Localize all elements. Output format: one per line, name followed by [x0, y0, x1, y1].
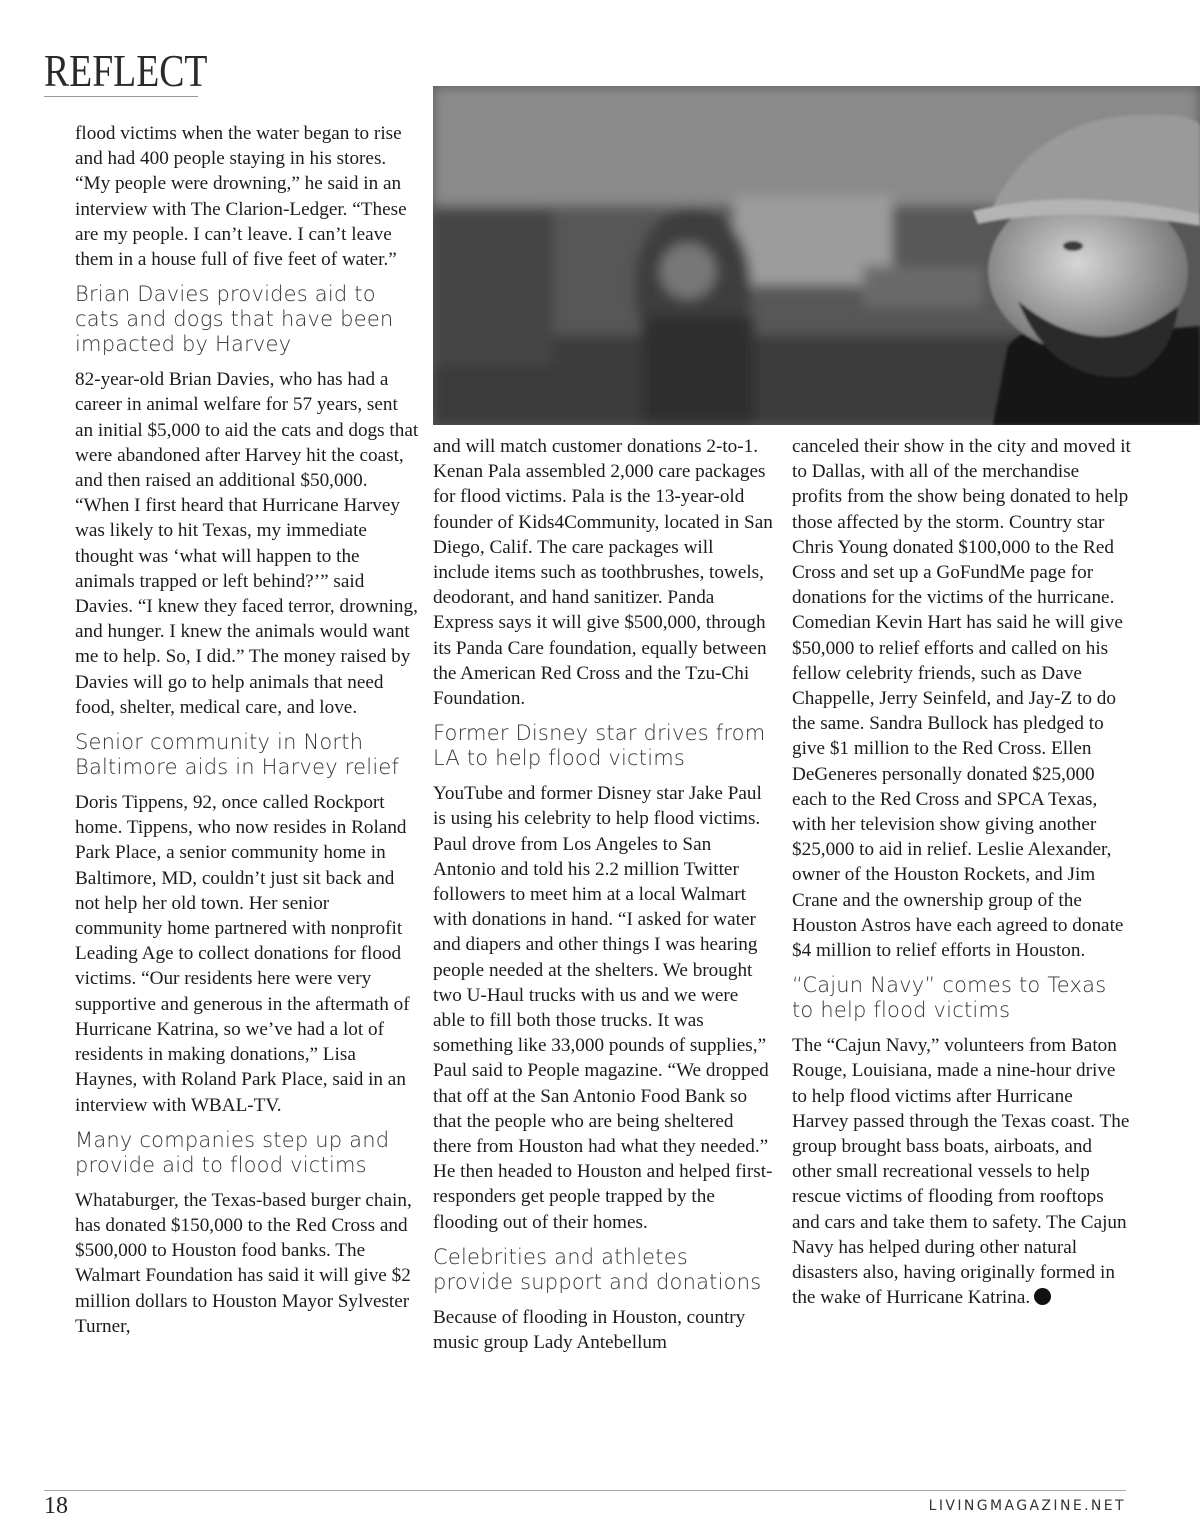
footer-rule	[44, 1490, 1126, 1491]
paragraph: YouTube and former Disney star Jake Paul is using his celebrity to help flood victims. Paul drove from Los Angeles to San Antonio and told his 2.2 million Twitter followers to meet him at a local Walmart with donations in hand. “I asked for water and diapers and other things I was hearing people needed at the shelters. We brought two U-Haul trucks with us and we were able to fill both those trucks. It was something like 33,000 pounds of supplies,” Paul said to People magazine. “We dropped that off at the San Antonio Food Bank so that the people who are being sheltered there from Houston had what they needed.” He then headed to Houston and helped first-responders get people trapped by the flooding out of their homes.	[433, 783, 773, 1233]
title-underline	[44, 96, 198, 97]
paragraph	[792, 1033, 1132, 1310]
paragraph: and will match customer donations 2-to-1. Kenan Pala assembled 2,000 care packages for flood victims. Pala is the 13-year-old founder of Kids4Community, located in San Diego, Calif. The care packages will include items such as toothbrushes, towels, deodorant, and hand sanitizer. Panda Express says it will give $500,000, through its Panda Care foundation, equally between the American Red Cross and the Tzu-Chi Foundation.	[433, 436, 773, 710]
subheading: “Cajun Navy” comes to Texas to help flood victims	[792, 973, 1107, 1023]
photo-icon	[433, 86, 1200, 425]
paragraph: canceled their show in the city and moved it to Dallas, with all of the merchandise profits from the show being donated to help those affected by the storm. Country star Chris Young donated $100,000 to the Red Cross and set up a GoFundMe page for donations for the victims of the hurricane. Comedian Kevin Hart has said he will give $50,000 to relief efforts and called on his fellow celebrity friends, such as Dave Chappelle, Jerry Seinfeld, and Jay-Z to do the same. Sandra Bullock has pledged to give $1 million to the Red Cross. Ellen DeGeneres personally donated $25,000 each to the Red Cross and SPCA Texas, with her television show giving another $25,000 to aid in relief. Leslie Alexander, owner of the Houston Rockets, and Jim Crane and the ownership group of the Houston Astros have each agreed to donate $4 million to relief efforts in Houston.	[792, 436, 1131, 962]
article-photo	[433, 86, 1200, 425]
paragraph: 82-year-old Brian Davies, who has had a career in animal welfare for 57 years, sent an initial $5,000 to aid the cats and dogs that were abandoned after Harvey hit the coast, and then raised an additional $50,000. “When I first heard that Hurricane Harvey was likely to hit Texas, my immediate thought was ‘what will happen to the animals trapped or left behind?’” said Davies. “I knew they faced terror, drowning, and hunger. I knew the animals would want me to help. So, I did.” The money raised by Davies will go to help animals that need food, shelter, medical care, and love.	[75, 369, 419, 718]
subheading: Brian Davies provides aid to cats and dogs that have been impacted by Harvey	[75, 282, 394, 357]
end-mark-icon	[1034, 1288, 1051, 1305]
subheading: Celebrities and athletes provide support and donations	[433, 1244, 762, 1294]
paragraph: Doris Tippens, 92, once called Rockport home. Tippens, who now resides in Roland Park Place, a senior community home in Baltimore, MD, couldn’t just sit back and not help her old town. Her senior community home partnered with nonprofit Leading Age to collect donations for flood victims. “Our residents here were very supportive and generous in the aftermath of Hurricane Katrina, so we’ve had a lot of residents in making donations,” Lisa Haynes, with Roland Park Place, said in an interview with WBAL-TV.	[75, 792, 410, 1116]
paragraph-text: The “Cajun Navy,” volunteers from Baton Rouge, Louisiana, made a nine-hour drive to help flood victims after Hurricane Harvey passed through the Texas coast. The group brought bass boats, airboats, and other small recreational vessels to help rescue victims of flooding from rooftops and cars and take them to safety. The Cajun Navy has helped during other natural disasters also, having originally formed in the wake of Hurricane Katrina.	[792, 1035, 1130, 1309]
subheading: Many companies step up and provide aid to flood victims	[75, 1127, 390, 1177]
article-column-2	[433, 434, 773, 1365]
article-column-1	[75, 121, 420, 1349]
paragraph: flood victims when the water began to rise and had 400 people staying in his stores. “My people were drowning,” he said in an interview with The Clarion-Ledger. “These are my people. I can’t leave. I can’t leave them in a house full of five feet of water.”	[75, 123, 407, 271]
page-number: 18	[44, 1493, 68, 1519]
article-column-3	[792, 434, 1132, 1321]
paragraph: Because of flooding in Houston, country music group Lady Antebellum	[433, 1306, 746, 1354]
subheading: Senior community in North Baltimore aids in Harvey relief	[75, 730, 400, 780]
subheading: Former Disney star drives from LA to help flood victims	[433, 721, 766, 771]
section-title: REFLECT	[44, 45, 208, 96]
paragraph: Whataburger, the Texas-based burger chain, has donated $150,000 to the Red Cross and $500,000 to Houston food banks. The Walmart Foundation has said it will give $2 million dollars to Houston Mayor Sylvester Turner,	[75, 1189, 412, 1337]
site-url: LIVINGMAGAZINE.NET	[928, 1498, 1126, 1514]
